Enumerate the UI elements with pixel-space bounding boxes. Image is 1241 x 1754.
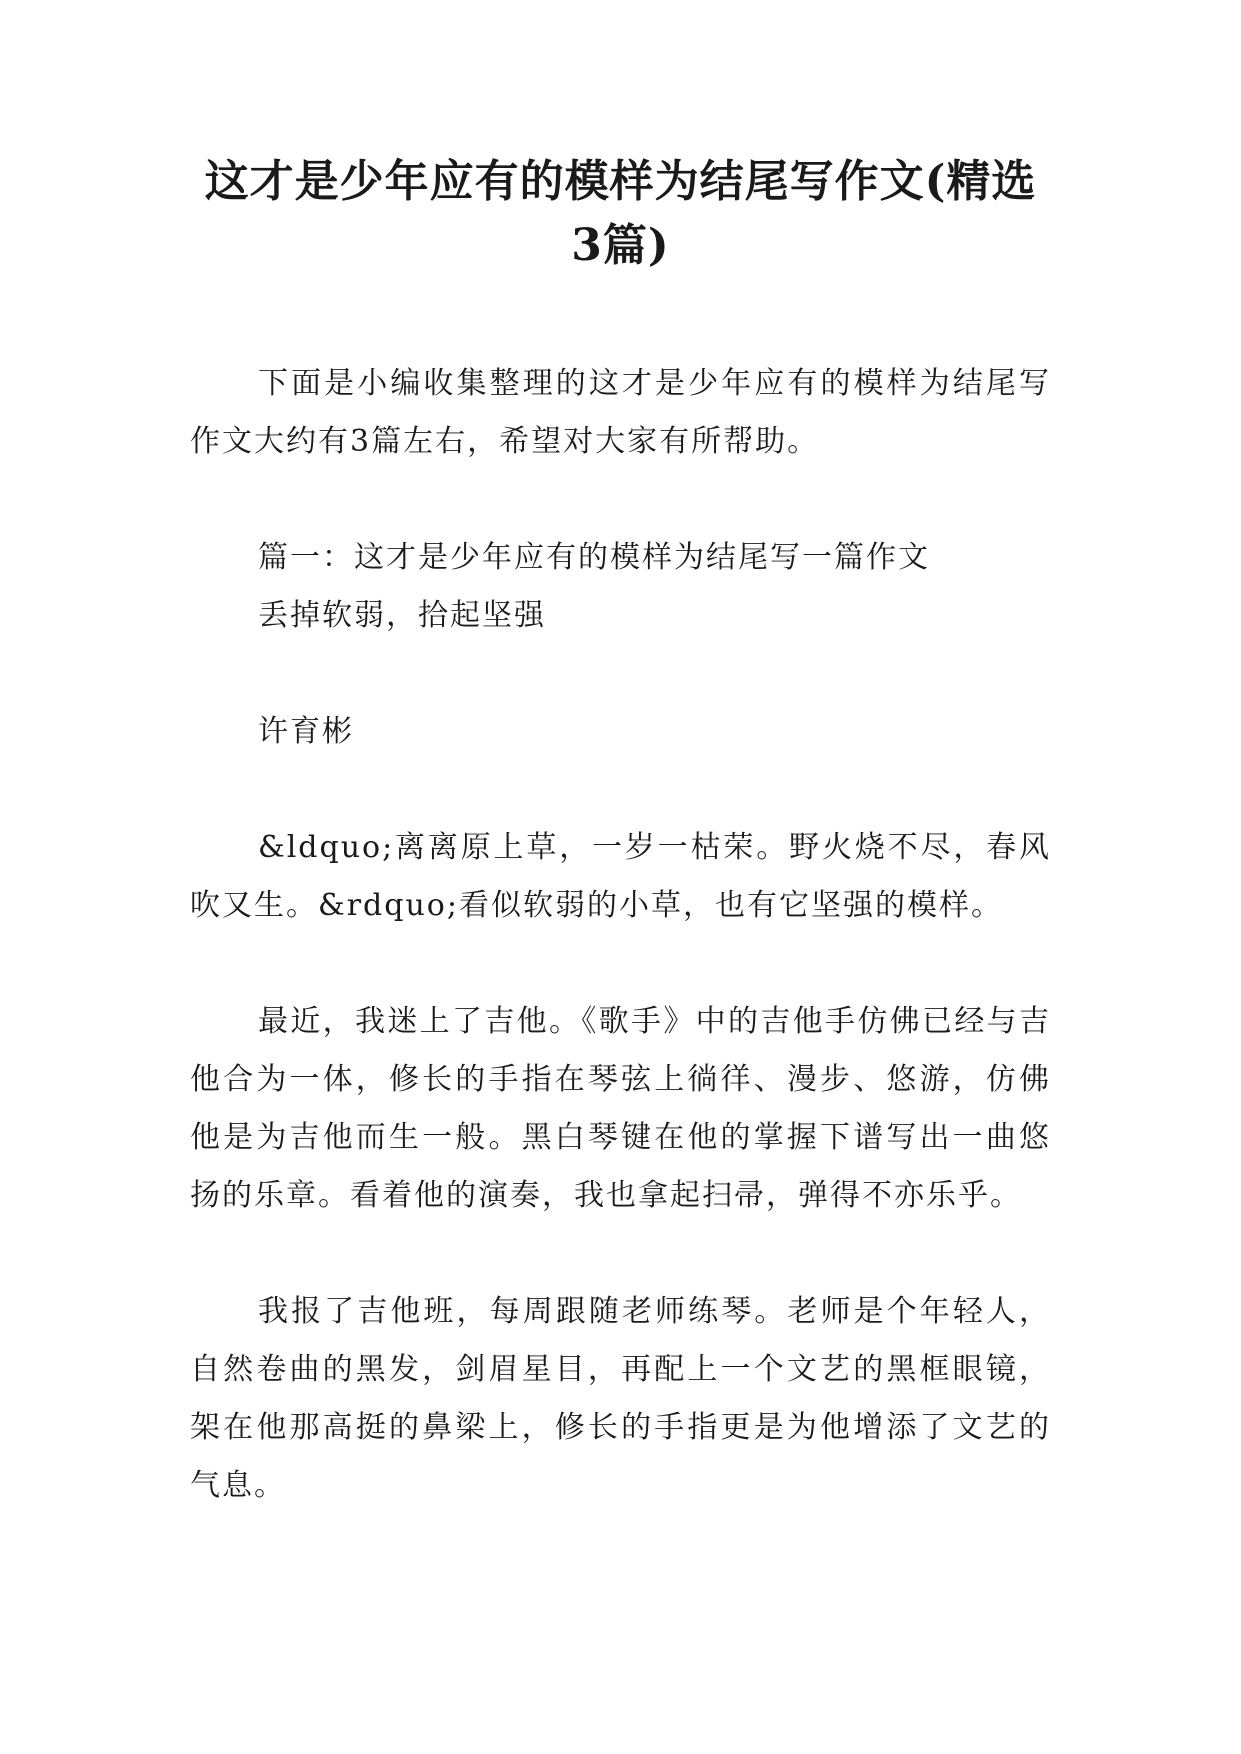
body-paragraph: 我报了吉他班，每周跟随老师练琴。老师是个年轻人，自然卷曲的黑发，剑眉星目，再配上一个文艺的黑框眼镜，架在他那高挺的鼻梁上，修长的手指更是为他增添了文艺的气息。 [190, 1294, 1051, 1503]
essay-title: 丢掉软弱，拾起坚强 [258, 598, 546, 633]
document-body [190, 355, 1051, 1515]
essay-author: 许育彬 [258, 714, 354, 749]
body-paragraph: &ldquo;离离原上草，一岁一枯荣。野火烧不尽，春风吹又生。&rdquo;看似软弱的小草，也有它坚强的模样。 [190, 830, 1051, 923]
body-paragraph: 最近，我迷上了吉他。《歌手》中的吉他手仿佛已经与吉他合为一体，修长的手指在琴弦上徜徉、漫步、悠游，仿佛他是为吉他而生一般。黑白琴键在他的掌握下谱写出一曲悠扬的乐章。看着他的演奏，我也拿起扫帚，弹得不亦乐乎。 [190, 1004, 1051, 1213]
section-heading: 篇一：这才是少年应有的模样为结尾写一篇作文 [258, 540, 930, 575]
document-title: 这才是少年应有的模样为结尾写作文(精选3篇) [204, 156, 1037, 271]
intro-paragraph: 下面是小编收集整理的这才是少年应有的模样为结尾写作文大约有3篇左右，希望对大家有所帮助。 [190, 366, 1051, 459]
